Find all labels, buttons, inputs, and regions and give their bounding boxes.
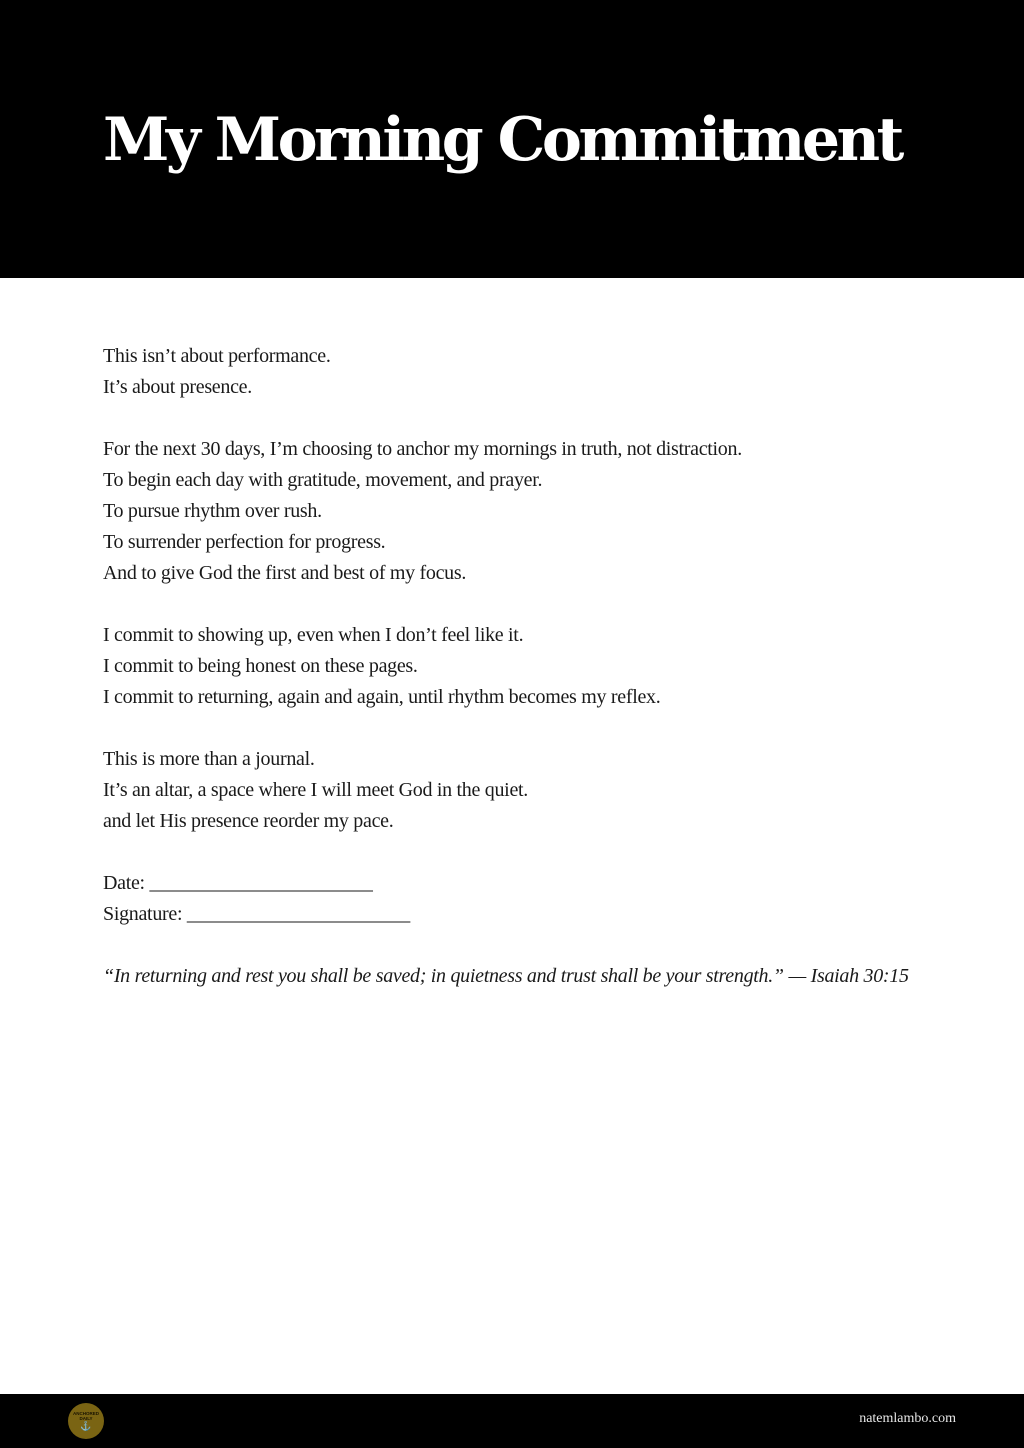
website-link[interactable]: natemlambo.com (859, 1411, 956, 1426)
logo-text-line1: ANCHORED (72, 1411, 99, 1416)
text-line: To pursue rhythm over rush. (103, 500, 322, 522)
commitment-text (103, 341, 923, 992)
text-line: It’s about presence. (103, 376, 252, 398)
choices-paragraph (103, 434, 923, 589)
text-line: To surrender perfection for progress. (103, 531, 386, 553)
text-line: This is more than a journal. (103, 748, 315, 770)
logo (68, 1403, 104, 1439)
text-line: And to give God the first and best of my focus. (103, 562, 467, 584)
text-line: To begin each day with gratitude, movement, and prayer. (103, 469, 543, 491)
text-line: I commit to being honest on these pages. (103, 655, 418, 677)
journal-paragraph (103, 744, 923, 837)
scripture-quote: “In returning and rest you shall be saved; in quietness and trust shall be your strength.” — Isaiah 30:15 (103, 965, 909, 987)
footer-bar (0, 1394, 1024, 1448)
text-line: For the next 30 days, I’m choosing to anchor my mornings in truth, not distraction. (103, 438, 742, 460)
text-line: and let His presence reorder my pace. (103, 810, 394, 832)
text-line: This isn’t about performance. (103, 345, 331, 367)
header-banner (0, 0, 1024, 278)
commit-paragraph (103, 620, 923, 713)
signature-line: Signature: _______________________ (103, 903, 411, 925)
text-line: I commit to showing up, even when I don’t feel like it. (103, 624, 524, 646)
page-title: My Morning Commitment (103, 105, 901, 175)
text-line: I commit to returning, again and again, until rhythm becomes my reflex. (103, 686, 661, 708)
signature-block (103, 868, 923, 930)
anchor-icon: ⚓ (80, 1421, 92, 1431)
intro-paragraph (103, 341, 923, 403)
logo-text-line2: DAILY (79, 1416, 93, 1421)
text-line: It’s an altar, a space where I will meet God in the quiet. (103, 779, 528, 801)
date-line: Date: _______________________ (103, 872, 373, 894)
